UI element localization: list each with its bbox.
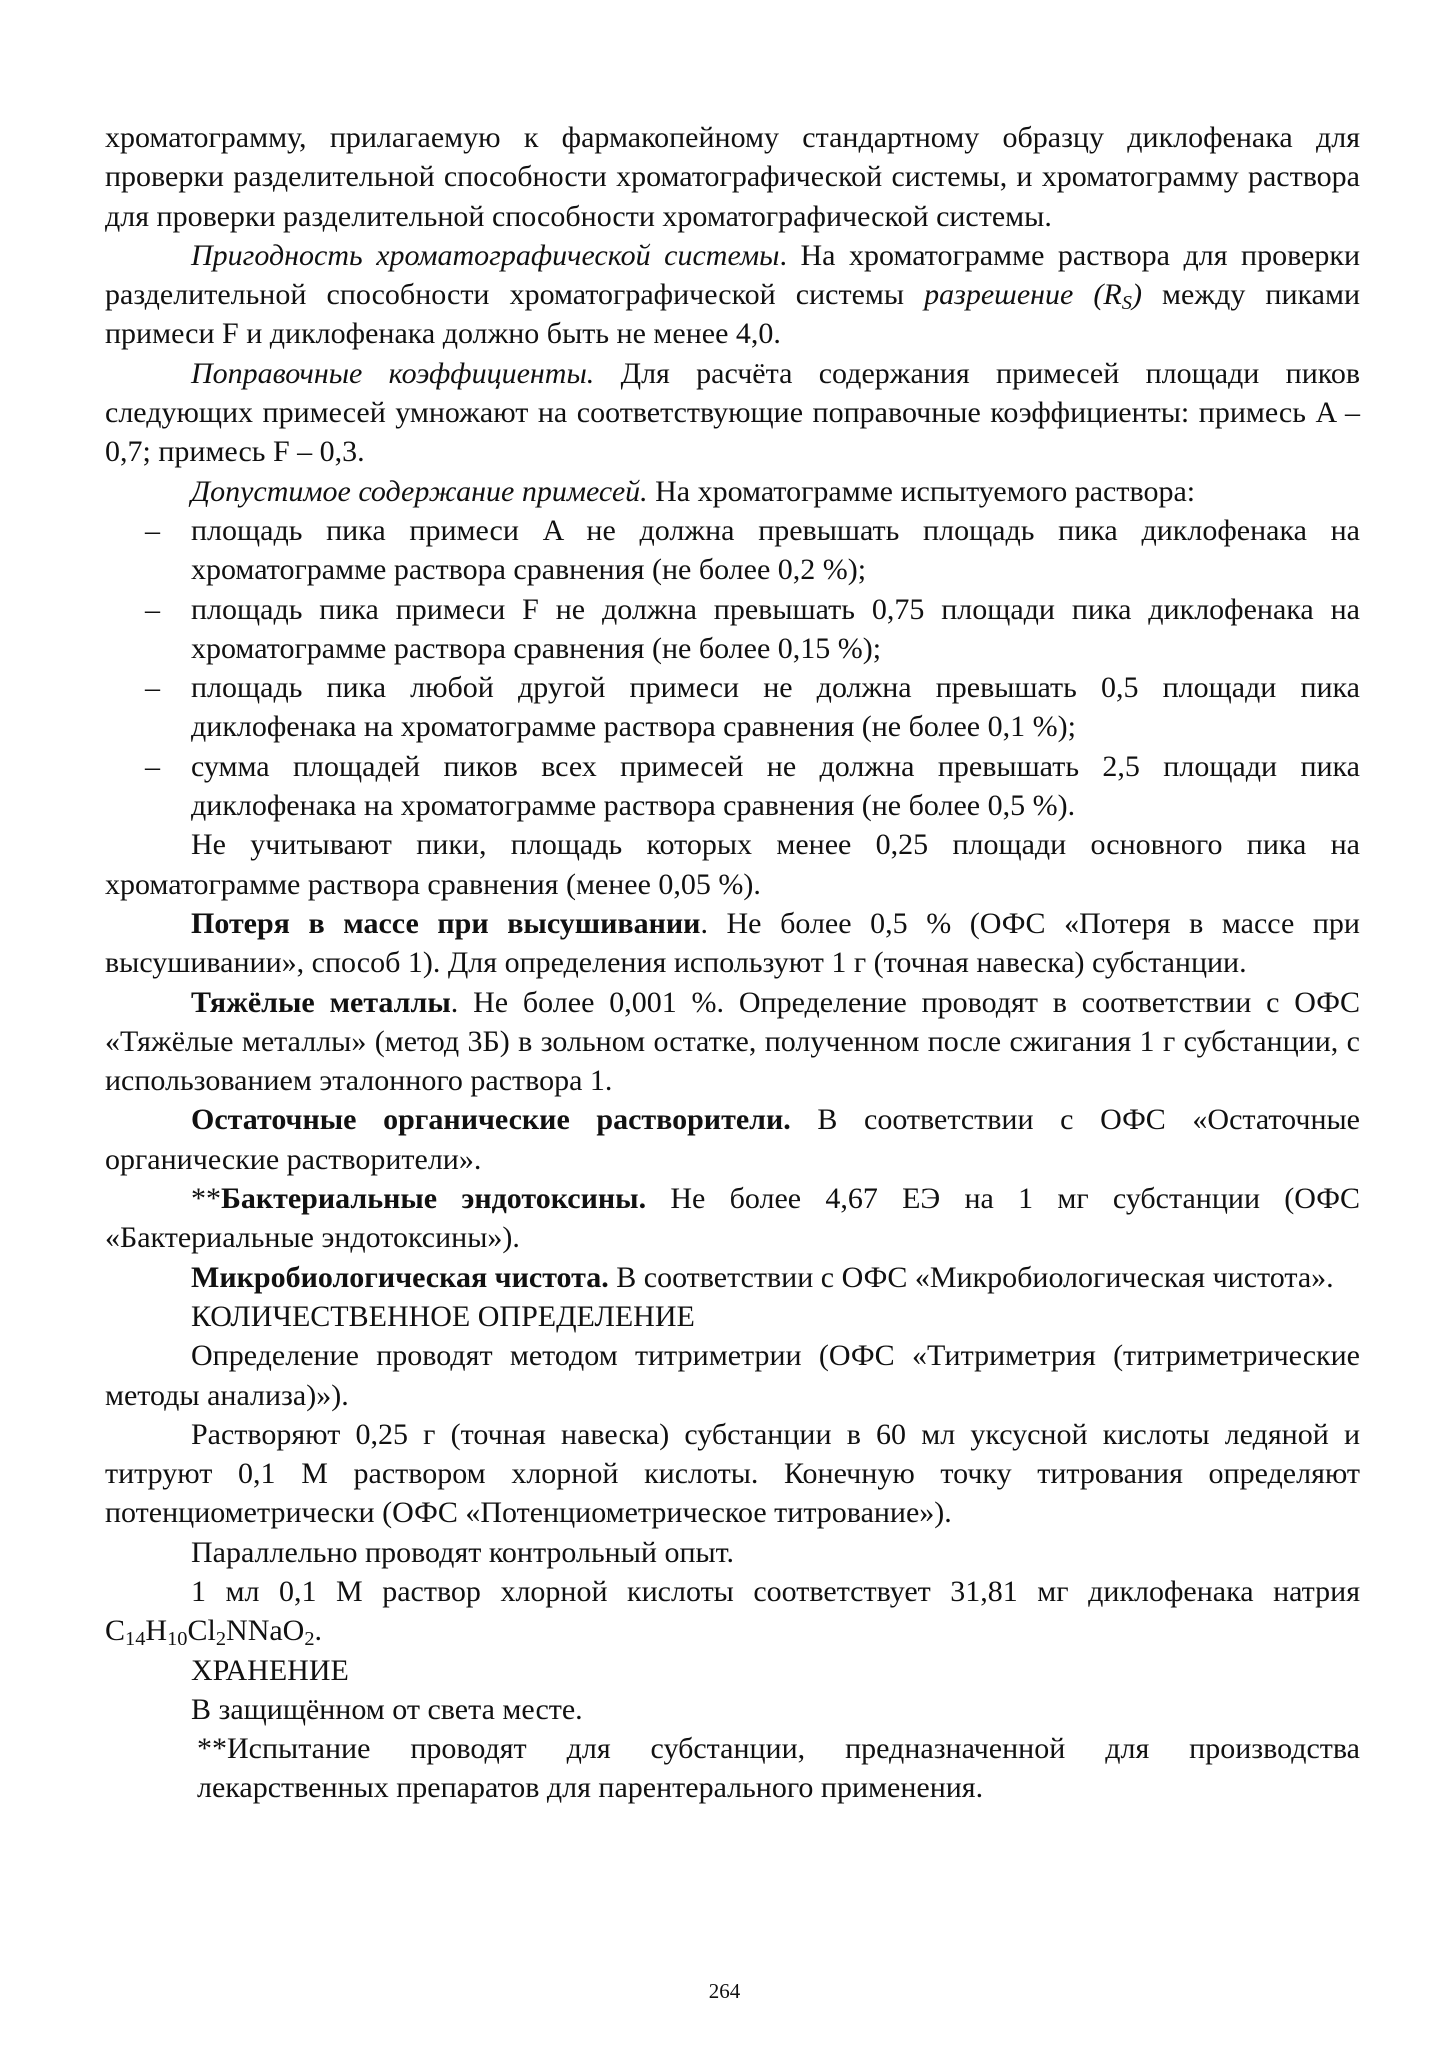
paragraph-chromatogram-intro: хроматограмму, прилагаемую к фармакопейному стандартному образцу диклофенака для проверки разделительной способности хроматографической системы, и хроматограмму раствора для проверки разделительной способности хроматографической системы. (105, 121, 1360, 233)
microbiological-purity-title: Микробиологическая чистота. (191, 1260, 609, 1294)
heavy-metals-title: Тяжёлые металлы (191, 985, 451, 1019)
paragraph-titration-procedure: Растворяют 0,25 г (точная навеска) субстанции в 60 мл уксусной кислоты ледяной и титруют 0,1 М раствором хлорной кислоты. Конечную точку титрования определяют потенциометрически (ОФС «Потенциометрическое титрование»). (105, 1417, 1360, 1530)
loss-on-drying-title: Потеря в массе при высушивании (191, 906, 701, 940)
paragraph-equivalence: 1 мл 0,1 М раствор хлорной кислоты соответствует 31,81 мг диклофенака натрия $C_{14}H_{10}Cl_2NNaO_2$. (105, 1574, 1360, 1651)
document-body (105, 118, 1360, 1808)
list-item: – площадь пика примеси F не должна превышать 0,75 площади пика диклофенака на хроматограмме раствора сравнения (не более 0,15 %); (105, 590, 1360, 669)
paragraph-residual-solvents: Остаточные органические растворители. В соответствии с ОФС «Остаточные органические растворители». (105, 1103, 1360, 1176)
section-heading-assay: КОЛИЧЕСТВЕННОЕ ОПРЕДЕЛЕНИЕ (191, 1299, 695, 1333)
page-number: 264 (708, 1979, 741, 2003)
paragraph-blank-test: Параллельно проводят контрольный опыт. (191, 1535, 735, 1569)
list-item: – площадь пика примеси A не должна превышать площадь пика диклофенака на хроматограмме раствора сравнения (не более 0,2 %); (105, 511, 1360, 590)
resolution-term: разрешение $(R_S)$ (924, 278, 1142, 315)
paragraph-disregard-limit: Не учитывают пики, площадь которых менее 0,25 площади основного пика на хроматограмме раствора сравнения (менее 0,05 %). (105, 828, 1360, 901)
chemical-formula: $C_{14}H_{10}Cl_2NNaO_2$ (105, 1614, 315, 1651)
endotoxins-title: Бактериальные эндотоксины. (221, 1182, 647, 1216)
paragraph-microbiological-purity: Микробиологическая чистота. В соответствии с ОФС «Микробиологическая чистота». (191, 1260, 1334, 1294)
bullet-dash: – (145, 592, 160, 626)
section-heading-storage: ХРАНЕНИЕ (191, 1653, 349, 1687)
bullet-dash: – (145, 513, 160, 547)
paragraph-footnote: **Испытание проводят для субстанции, предназначенной для производства лекарственных препаратов для парентерального применения. (197, 1732, 1360, 1805)
paragraph-heavy-metals: Тяжёлые металлы. Не более 0,001 %. Определение проводят в соответствии с ОФС «Тяжёлые металлы» (метод 3Б) в зольном остатке, полученном после сжигания 1 г субстанции, с использованием эталонного раствора 1. (105, 985, 1361, 1098)
list-item: – площадь пика любой другой примеси не должна превышать 0,5 площади пика диклофенака на хроматограмме раствора сравнения (не более 0,1 %); (105, 668, 1360, 747)
paragraph-storage: В защищённом от света месте. (191, 1692, 583, 1726)
paragraph-system-suitability: Пригодность хроматографической системы. На хроматограмме раствора для проверки разделительной способности хроматографической системы разрешение $(R_S)$ между пиками примеси F и диклофенака должно быть не менее 4,0. (105, 238, 1361, 351)
paragraph-loss-on-drying: Потеря в массе при высушивании. Не более 0,5 % (ОФС «Потеря в массе при высушивании», способ 1). Для определения используют 1 г (точная навеска) субстанции. (105, 906, 1360, 980)
paragraph-impurity-limits: Допустимое содержание примесей. На хроматограмме испытуемого раствора: (191, 474, 1196, 508)
paragraph-titrimetry: Определение проводят методом титриметрии (ОФС «Титриметрия (титриметрические методы анализа)»). (105, 1339, 1360, 1412)
paragraph-correction-factors: Поправочные коэффициенты. Для расчёта содержания примесей площади пиков следующих примесей умножают на соответствующие поправочные коэффициенты: примесь A – 0,7; примесь F – 0,3. (105, 356, 1360, 469)
bullet-dash: – (145, 749, 160, 783)
correction-factors-title: Поправочные коэффициенты. (191, 356, 595, 390)
system-suitability-title: Пригодность хроматографической системы (191, 238, 780, 272)
list-item: – сумма площадей пиков всех примесей не должна превышать 2,5 площади пика диклофенака на хроматограмме раствора сравнения (не более 0,5 %). (105, 747, 1360, 826)
residual-solvents-title: Остаточные органические растворители. (191, 1103, 791, 1137)
paragraph-endotoxins: **Бактериальные эндотоксины. Не более 4,67 ЕЭ на 1 мг субстанции (ОФС «Бактериальные эндотоксины»). (105, 1182, 1361, 1255)
bullet-dash: – (145, 671, 160, 705)
impurity-limits-title: Допустимое содержание примесей. (191, 474, 648, 508)
